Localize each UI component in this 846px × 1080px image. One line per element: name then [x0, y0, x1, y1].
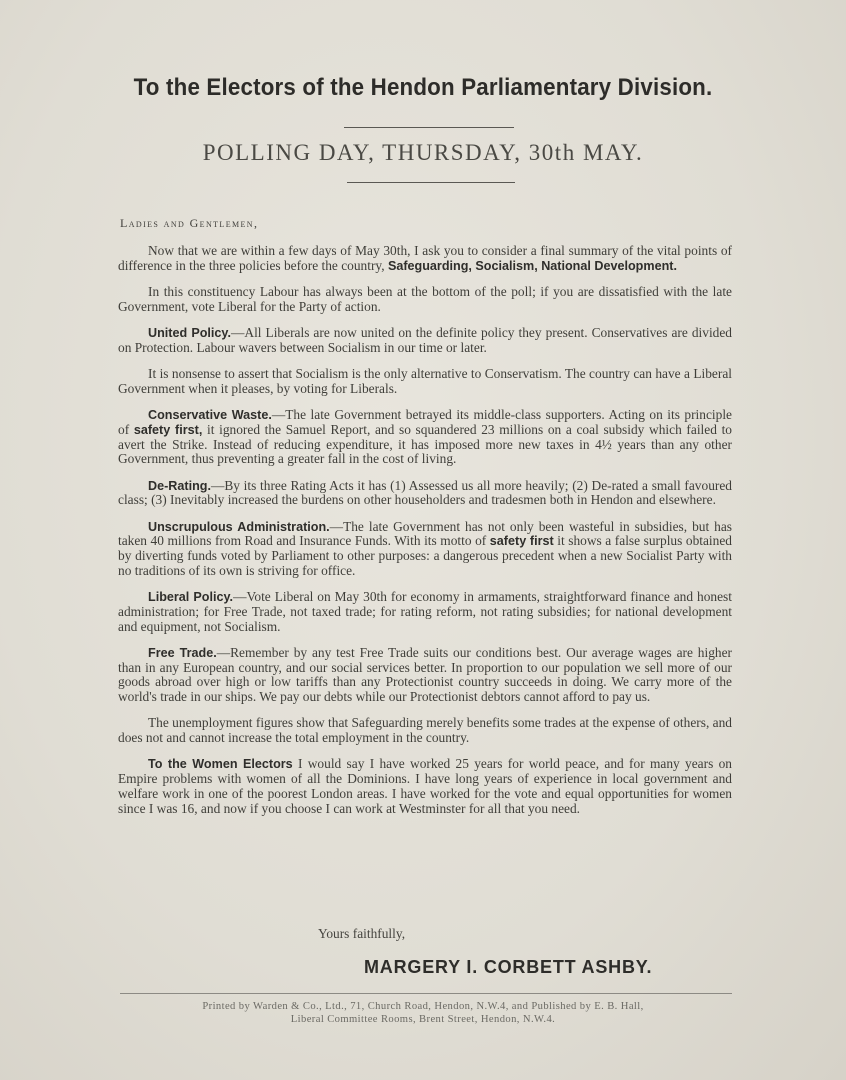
paragraph-text: I would say I have worked 25 years for world peace, and for many years on Empire problems with women of all the Dominions. I have long years of experience in local government and welfare work in one of the poorest London areas. I have worked for the vote and equal opportunities for women since I was 16, and now if you choose I can work at Westminster for all that you need. — [118, 756, 732, 816]
paragraph-text: —The late Government betrayed its middle-class supporters. Acting on its principle of — [118, 406, 732, 437]
paragraph-de-rating — [118, 479, 732, 509]
signature: MARGERY I. CORBETT ASHBY. — [364, 957, 653, 977]
paragraph-unscrupulous-administration — [118, 520, 732, 579]
letter-body — [118, 244, 732, 828]
paragraph-free-trade — [118, 646, 732, 705]
imprint-divider — [120, 993, 732, 994]
section-heading: Liberal Policy. — [148, 590, 234, 605]
paragraph-women-electors — [118, 757, 732, 816]
leaflet-title: To the Electors of the Hendon Parliamentary Division. — [133, 74, 713, 101]
closing-line: Yours faithfully, — [318, 926, 406, 941]
paragraph-conservative-waste — [118, 408, 732, 467]
paragraph-intro — [118, 244, 732, 274]
policies-bold: Safeguarding, Socialism, National Development. — [387, 258, 677, 273]
paragraph-socialism — [118, 367, 732, 397]
paragraph-text: —By its three Rating Acts it has (1) Assessed us all more heavily; (2) De-rated a small favoured class; (3) Inevitably increased the burdens on other householders and tradesmen both in Hendon and elsewhere. — [118, 477, 732, 508]
paragraph-united-policy — [118, 326, 732, 356]
imprint-line-2: Liberal Committee Rooms, Brent Street, Hendon, N.W.4. — [290, 1014, 556, 1025]
paragraph-text: —The late Government has not only been wasteful in subsidies, but has taken 40 millions from Road and Insurance Funds. With its motto of — [118, 518, 732, 549]
section-heading: Unscrupulous Administration. — [148, 519, 330, 534]
section-heading: Conservative Waste. — [148, 407, 272, 422]
paragraph-liberal-policy — [118, 590, 732, 634]
section-heading: To the Women Electors — [148, 757, 293, 772]
title-divider-bottom — [347, 182, 515, 183]
section-heading: De-Rating. — [148, 478, 211, 493]
paragraph-text: The unemployment figures show that Safeguarding merely benefits some trades at the expense of others, and does not and cannot increase the total employment in the country. — [118, 715, 732, 746]
paragraph-text: It is nonsense to assert that Socialism is the only alternative to Conservatism. The country can have a Liberal Government when it pleases, by voting for Liberals. — [118, 365, 732, 396]
motto-bold: safety first — [489, 534, 554, 549]
paragraph-text: —Vote Liberal on May 30th for economy in armaments, straightforward finance and honest administration; for Free Trade, not taxed trade; for rating reform, not rating subsidies; for national development and equipment, not Socialism. — [118, 589, 732, 634]
section-heading: United Policy. — [148, 325, 232, 340]
section-heading: Free Trade. — [148, 645, 217, 660]
paragraph-text: it shows a false surplus obtained by diverting funds voted by Parliament to other purposes: a dangerous precedent when a new Socialist Party with no traditions of its own is striving for office. — [118, 533, 732, 578]
polling-day-heading: POLLING DAY, THURSDAY, 30th MAY. — [202, 140, 644, 165]
paragraph-text: it ignored the Samuel Report, and so squandered 23 millions on a coal subsidy which failed to avert the Strike. Instead of reducing expenditure, it has imposed more new taxes in 4½ years than any other Government, thus preventing a greater fall in the cost of living. — [118, 421, 732, 467]
imprint-line-1: Printed by Warden & Co., Ltd., 71, Church Road, Hendon, N.W.4, and Published by E. B. Hall, — [202, 1001, 644, 1012]
paragraph-constituency — [118, 285, 732, 315]
paragraph-unemployment — [118, 716, 732, 746]
paragraph-text: Now that we are within a few days of May 30th, I ask you to consider a final summary of the vital points of difference in the three policies before the country, — [118, 243, 732, 273]
paragraph-text: In this constituency Labour has always been at the bottom of the poll; if you are dissatisfied with the late Government, vote Liberal for the Party of action. — [118, 283, 732, 314]
motto-bold: safety first, — [133, 422, 203, 437]
paragraph-text: —Remember by any test Free Trade suits our conditions best. Our average wages are higher than in any European country, and our social services better. In proportion to our population we sell more of our goods abroad over high or low tariffs than any Protectionist country succeeds in doing. We carry more of the world's trade in our ships. We pay our debts while our Protectionist debtors cannot afford to pay us. — [118, 644, 733, 705]
salutation: Ladies and Gentlemen, — [120, 216, 259, 230]
paragraph-text: —All Liberals are now united on the definite policy they present. Conservatives are divided on Protection. Labour wavers between Socialism in our time or later. — [118, 324, 732, 355]
printer-imprint — [0, 1000, 846, 1026]
title-divider-top — [344, 127, 514, 128]
